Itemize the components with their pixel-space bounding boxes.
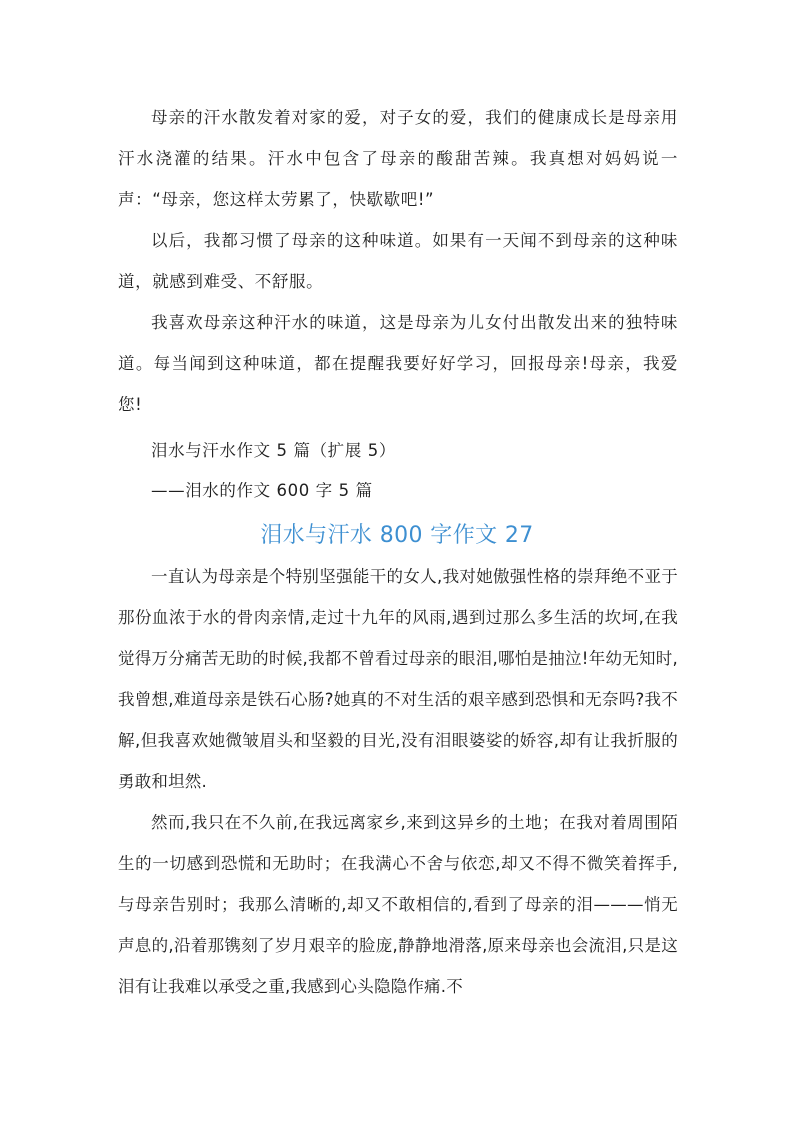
paragraph-mother-sweat-love: 母亲的汗水散发着对家的爱，对子女的爱，我们的健康成长是母亲用汗水浇灌的结果。汗水中包含了母亲的酸甜苦辣。我真想对妈妈说一声：“母亲，您这样太劳累了，快歇歇吧!”: [118, 108, 678, 209]
extension-subtitle: ——泪水的作文 600 字 5 篇: [151, 481, 373, 500]
paragraph-habit-smell: 以后，我都习惯了母亲的这种味道。如果有一天闻不到母亲的这种味道，就感到难受、不舒服。: [118, 231, 678, 291]
essay-heading: 泪水与汗水 800 字作文 27: [260, 523, 534, 548]
extension-title: 泪水与汗水作文 5 篇（扩展 5）: [151, 441, 396, 460]
paragraph-like-smell: 我喜欢母亲这种汗水的味道，这是母亲为儿女付出散发出来的独特味道。每当闻到这种味道，都在提醒我要好好学习，回报母亲!母亲，我爱您!: [118, 313, 678, 414]
paragraph-mother-tears: 然而,我只在不久前,在我远离家乡,来到这异乡的土地；在我对着周围陌生的一切感到恐慌和无助时；在我满心不舍与依恋,却又不得不微笑着挥手,与母亲告别时；我那么清晰的,却又不敢相信的,看到了母亲的泪———悄无声息的,沿着那镌刻了岁月艰辛的脸庞,静静地滑落,原来母亲也会流泪,只是这泪有让我难以承受之重,我感到心头隐隐作痛.不: [118, 813, 678, 996]
paragraph-strong-mother: 一直认为母亲是个特别坚强能干的女人,我对她傲强性格的崇拜绝不亚于那份血浓于水的骨肉亲情,走过十九年的风雨,遇到过那么多生活的坎坷,在我觉得万分痛苦无助的时候,我都不曾看过母亲的眼泪,哪怕是抽泣!年幼无知时,我曾想,难道母亲是铁石心肠?她真的不对生活的艰辛感到恐惧和无奈吗?我不解,但我喜欢她微皱眉头和坚毅的目光,没有泪眼婆娑的娇容,却有让我折服的勇敢和坦然.: [118, 567, 678, 791]
